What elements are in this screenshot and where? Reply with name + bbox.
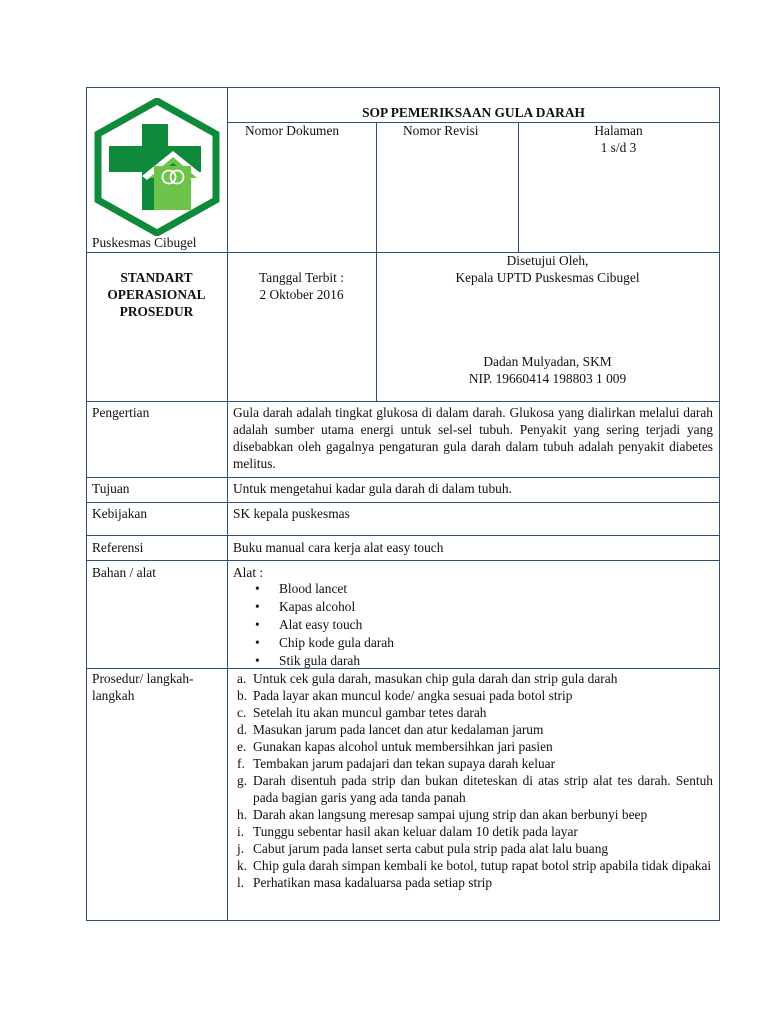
step-marker: i. [237, 824, 245, 839]
step-text: Gunakan kapas alcohol untuk membersihkan jari pasien [253, 739, 553, 754]
step-text: Cabut jarum pada lanset serta cabut pula strip pada alat lalu buang [253, 841, 609, 856]
list-item [232, 755, 713, 772]
kebijakan-label: Kebijakan [92, 506, 148, 521]
equipment-list [233, 580, 394, 670]
step-text: Chip gula darah simpan kembali ke botol, tutup rapat botol strip apabila tidak dipakai [253, 858, 712, 873]
step-text: Tunggu sebentar hasil akan keluar dalam 10 detik pada layar [253, 824, 578, 839]
border-bottom [86, 920, 720, 921]
list-item [232, 687, 713, 704]
pengertian-label: Pengertian [92, 405, 150, 420]
approver-name: Dadan Mulyadan, SKM [483, 354, 612, 369]
list-item [232, 840, 713, 857]
step-text: Darah disentuh pada strip dan bukan diteteskan di atas strip alat tes darah. Sentuh pada bagian garis yang ada tanda panah [253, 773, 713, 805]
border-referensi-bottom [86, 560, 720, 561]
sop-label-line1: STANDART [120, 270, 193, 285]
step-marker: j. [237, 841, 245, 856]
bahan-label: Bahan / alat [92, 565, 156, 580]
step-marker: h. [237, 807, 248, 822]
list-item [232, 670, 713, 687]
list-item: • Alat easy touch [233, 616, 394, 634]
prosedur-label-line2: langkah [92, 688, 135, 703]
issued-date-label: Tanggal Terbit : [259, 270, 344, 285]
step-text: Tembakan jarum padajari dan tekan supaya darah keluar [253, 756, 556, 771]
list-item [232, 857, 713, 874]
tujuan-label: Tujuan [92, 481, 130, 496]
list-item: • Chip kode gula darah [233, 634, 394, 652]
step-marker: e. [237, 739, 247, 754]
step-text: Untuk cek gula darah, masukan chip gula darah dan strip gula darah [253, 671, 618, 686]
approver-title: Kepala UPTD Puskesmas Cibugel [455, 270, 640, 285]
list-item [232, 704, 713, 721]
step-marker: l. [237, 875, 245, 890]
step-text: Perhatikan masa kadaluarsa pada setiap strip [253, 875, 493, 890]
bahan-heading: Alat : [233, 565, 264, 580]
border-pengertian-bottom [86, 477, 720, 478]
step-marker: a. [237, 671, 247, 686]
sop-label-line2: OPERASIONAL [107, 287, 206, 302]
border-top [86, 87, 720, 88]
document-title: SOP PEMERIKSAAN GULA DARAH [362, 105, 585, 120]
list-item [232, 806, 713, 823]
kebijakan-text: SK kepala puskesmas [233, 506, 350, 521]
border-left [86, 87, 87, 921]
logo-caption: Puskesmas Cibugel [92, 235, 197, 250]
step-marker: k. [237, 858, 248, 873]
procedure-steps [232, 670, 713, 891]
document-number-label: Nomor Dokumen [245, 123, 340, 138]
border-bahan-bottom [86, 668, 720, 669]
step-text: Darah akan langsung meresap sampai ujung strip dan akan berbunyi beep [253, 807, 648, 822]
step-marker: f. [237, 756, 245, 771]
sop-label-line3: PROSEDUR [119, 304, 194, 319]
list-item [232, 738, 713, 755]
list-item [232, 823, 713, 840]
border-right [719, 87, 720, 921]
border-kebijakan-bottom [86, 535, 720, 536]
list-item: • Blood lancet [233, 580, 394, 598]
approver-nip: NIP. 19660414 198803 1 009 [468, 371, 627, 386]
prosedur-label-line1: Prosedur/ langkah- [92, 671, 194, 686]
border-tujuan-bottom [86, 502, 720, 503]
step-text: Masukan jarum pada lancet dan atur kedalaman jarum [253, 722, 544, 737]
issued-date: 2 Oktober 2016 [259, 287, 344, 302]
list-item [232, 772, 713, 806]
revision-number-label: Nomor Revisi [403, 123, 479, 138]
list-item: • Kapas alcohol [233, 598, 394, 616]
referensi-label: Referensi [92, 540, 144, 555]
step-marker: c. [237, 705, 247, 720]
step-text: Pada layar akan muncul kode/ angka sesuai pada botol strip [253, 688, 573, 703]
approved-by: Disetujui Oleh, [506, 253, 589, 268]
list-item [232, 721, 713, 738]
step-marker: d. [237, 722, 248, 737]
page-value: 1 s/d 3 [600, 140, 637, 155]
list-item [232, 874, 713, 891]
referensi-text: Buku manual cara kerja alat easy touch [233, 540, 444, 555]
puskesmas-logo [93, 98, 221, 236]
step-text: Setelah itu akan muncul gambar tetes darah [253, 705, 487, 720]
tujuan-text: Untuk mengetahui kadar gula darah di dalam tubuh. [233, 481, 512, 496]
step-marker: g. [237, 773, 248, 788]
step-marker: b. [237, 688, 248, 703]
border-sop-bottom [86, 401, 720, 402]
pengertian-text: Gula darah adalah tingkat glukosa di dalam darah. Glukosa yang dialirkan melalui darah adalah sumber utama energi untuk sel-sel tubuh. Penyakit yang sering terjadi yang disebabkan oleh gagalnya pengaturan gula darah dalam tubuh adalah penyakit diabetes melitus. [233, 405, 713, 471]
border-col1 [227, 87, 228, 921]
list-item: • Stik gula darah [233, 652, 394, 670]
page-label: Halaman [594, 123, 643, 138]
